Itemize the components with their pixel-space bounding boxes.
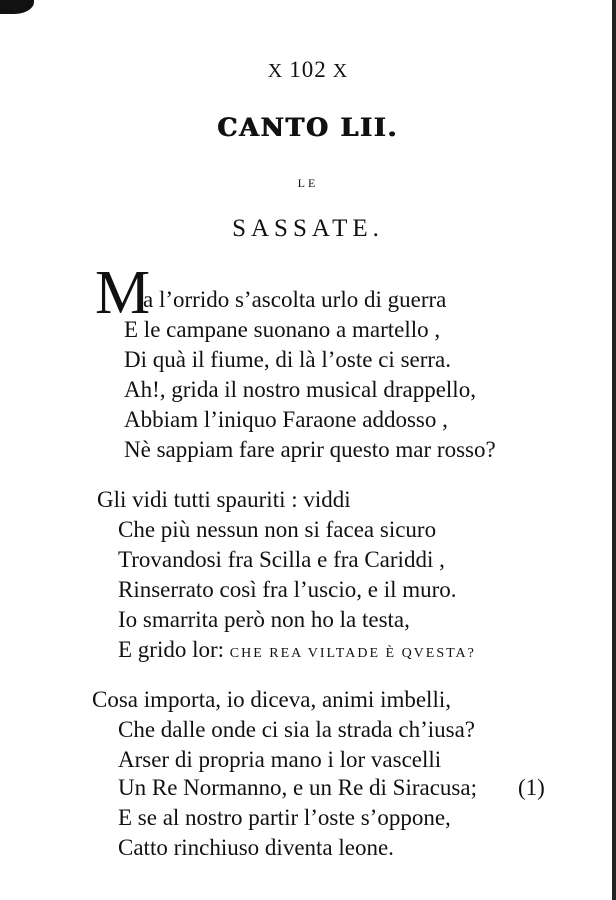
verse-line — [118, 636, 476, 668]
page-number: 102 — [289, 57, 327, 82]
verse-line: Arser di propria mano i lor vascelli — [118, 747, 442, 772]
verse-line: Catto rinchiuso diventa leone. — [118, 835, 394, 860]
verse-line: Che dalle onde ci sia la strada ch’iusa? — [118, 717, 475, 742]
verse-line: Nè sappiam fare aprir questo mar rosso? — [124, 437, 496, 462]
ornament-left: X — [267, 60, 284, 82]
verse-line: Io smarrita però non ho la testa, — [118, 607, 410, 632]
small-caps-quote: CHE REA VILTADE È QVESTA? — [229, 646, 476, 661]
verse-line: E le campane suonano a martello , — [124, 317, 441, 342]
verse-line: Ah!, grida il nostro musical drappello, — [124, 377, 476, 402]
verse-line: E se al nostro partir l’oste s’oppone, — [118, 805, 451, 830]
verse-line: Un Re Normanno, e un Re di Siracusa; — [118, 775, 477, 800]
subtitle-sassate: SASSATE. — [232, 215, 384, 242]
verse-line: Abbiam l’iniquo Faraone addosso , — [124, 407, 448, 432]
verse-line: Di quà il fiume, di là l’oste ci serra. — [124, 347, 452, 372]
footnote-marker: (1) — [518, 775, 545, 800]
verse-line: Rinserrato così fra l’uscio, e il muro. — [118, 577, 457, 602]
page-corner-mark — [0, 0, 34, 14]
verse-line: a l’orrido s’ascolta urlo di guerra — [143, 287, 447, 312]
verse-line: Cosa importa, io diceva, animi imbelli, — [92, 687, 451, 712]
drop-cap: M — [95, 259, 151, 327]
verse-line: Trovandosi fra Scilla e fra Cariddi , — [118, 547, 445, 572]
verse-line: Gli vidi tutti spauriti : viddi — [97, 487, 351, 512]
verse-line-start: E grido lor: — [118, 637, 230, 662]
subtitle-le: LE — [297, 176, 319, 190]
canto-title: CANTO LII. — [217, 113, 399, 142]
ornament-right: X — [332, 60, 349, 82]
page-header — [0, 57, 616, 83]
verse-line: Che più nessun non si facea sicuro — [118, 517, 437, 542]
